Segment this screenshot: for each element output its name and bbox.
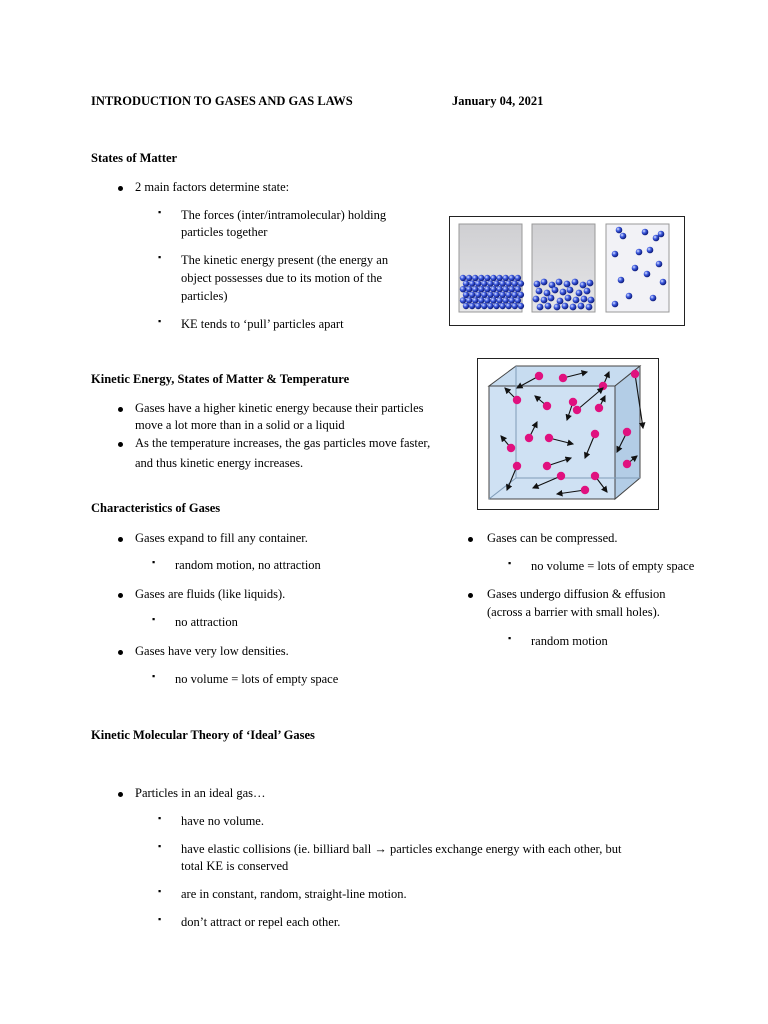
gas-particle (545, 434, 553, 442)
bullet-square: ▪ (158, 252, 162, 262)
particle (481, 280, 487, 286)
chars-left-1-main: Gases expand to fill any container. (135, 531, 308, 545)
particle (466, 297, 472, 303)
particle (506, 280, 512, 286)
bullet-dot (118, 650, 123, 655)
kmt-main: Particles in an ideal gas… (135, 786, 266, 800)
particle (463, 292, 469, 298)
states-sub-2-line-2: object possesses due to its motion of the (181, 271, 383, 285)
particle (572, 279, 579, 286)
particle (587, 280, 594, 287)
particle (658, 231, 665, 238)
chars-right-2-sub: random motion (531, 634, 608, 648)
particle (509, 275, 515, 281)
gas-particle (573, 406, 581, 414)
particle (552, 287, 559, 294)
particle (478, 297, 484, 303)
kmt-sub-2-line-1: have elastic collisions (ie. billiard ball → particles exchange energy with each other, but (181, 842, 622, 856)
bullet-square: ▪ (158, 316, 162, 326)
ke-bullet-2-line-2: and thus kinetic energy increases. (135, 456, 304, 470)
gas-particle (581, 486, 589, 494)
particle (570, 304, 577, 311)
bullet-square: ▪ (158, 914, 162, 924)
states-sub-2-line-3: particles) (181, 289, 228, 303)
particle (578, 303, 585, 310)
particle (469, 292, 475, 298)
particle (534, 281, 541, 288)
bullet-square: ▪ (152, 557, 156, 567)
gas-particle (535, 372, 543, 380)
particle (647, 247, 654, 254)
gas-particle (559, 374, 567, 382)
particle (556, 279, 563, 286)
particle (469, 303, 475, 309)
bullet-dot (118, 792, 123, 797)
particle (636, 249, 643, 256)
bullet-dot (468, 593, 473, 598)
particle (496, 297, 502, 303)
particle (515, 297, 521, 303)
particle (573, 297, 580, 304)
chars-right-2-main-line-2: (across a barrier with small holes). (487, 605, 660, 619)
particle (518, 303, 524, 309)
particle (536, 288, 543, 295)
chars-left-3-sub: no volume = lots of empty space (175, 672, 339, 686)
bullet-square: ▪ (158, 813, 162, 823)
particle (475, 292, 481, 298)
particle (487, 303, 493, 309)
ke-bullet-1-line-2: move a lot more than in a solid or a liquid (135, 418, 345, 432)
particle (576, 290, 583, 297)
particle (481, 292, 487, 298)
particle (478, 286, 484, 292)
particle (616, 227, 623, 234)
gas-particle (513, 462, 521, 470)
particle (509, 297, 515, 303)
chars-left-2-main: Gases are fluids (like liquids). (135, 587, 286, 601)
particle (460, 297, 466, 303)
particle (541, 279, 548, 286)
bullet-dot (118, 442, 123, 447)
particle (533, 296, 540, 303)
gas-particle (507, 444, 515, 452)
particle (490, 297, 496, 303)
particle (484, 286, 490, 292)
gas-particle (513, 396, 521, 404)
particle (472, 286, 478, 292)
particle (466, 275, 472, 281)
particle (487, 292, 493, 298)
bullet-square: ▪ (158, 207, 162, 217)
gas-particle (569, 398, 577, 406)
particle (626, 293, 633, 300)
particle (506, 303, 512, 309)
kmt-sub-2-line-2: total KE is conserved (181, 859, 289, 873)
particle (537, 304, 544, 311)
particle (481, 303, 487, 309)
particle (632, 265, 639, 272)
particle (560, 289, 567, 296)
ke-heading: Kinetic Energy, States of Matter & Temperature (91, 372, 350, 386)
gas-particle (623, 428, 631, 436)
particle (484, 297, 490, 303)
particle (512, 280, 518, 286)
gas-particle (543, 462, 551, 470)
particle (478, 275, 484, 281)
states-sub-2-line-1: The kinetic energy present (the energy an (181, 253, 389, 267)
particle (644, 271, 651, 278)
particle (499, 303, 505, 309)
states-sub-1-line-1: The forces (inter/intramolecular) holding (181, 208, 387, 222)
particle (518, 280, 524, 286)
states-sub-3-line-1: KE tends to ‘pull’ particles apart (181, 317, 344, 331)
particle (472, 297, 478, 303)
chars-left-2-sub: no attraction (175, 615, 238, 629)
gas-particle (631, 370, 639, 378)
chars-left-1-sub: random motion, no attraction (175, 558, 321, 572)
gas-particle (591, 472, 599, 480)
kmt-heading: Kinetic Molecular Theory of ‘Ideal’ Gases (91, 728, 315, 742)
particle (620, 233, 627, 240)
particle (463, 303, 469, 309)
particle (484, 275, 490, 281)
ke-bullet-1-line-1: Gases have a higher kinetic energy because their particles (135, 401, 424, 415)
particle (567, 287, 574, 294)
particle (618, 277, 625, 284)
bullet-dot (468, 537, 473, 542)
gas-particle (525, 434, 533, 442)
particle (503, 286, 509, 292)
particle (475, 280, 481, 286)
chars-right-2-main-line-1: Gases undergo diffusion & effusion (487, 587, 666, 601)
particle (650, 295, 657, 302)
particle (581, 296, 588, 303)
bullet-dot (118, 593, 123, 598)
particle (660, 279, 667, 286)
particle (493, 292, 499, 298)
kmt-sub-4: don’t attract or repel each other. (181, 915, 341, 929)
particle (503, 275, 509, 281)
particle (548, 295, 555, 302)
gas-particle (595, 404, 603, 412)
document-date: January 04, 2021 (452, 94, 544, 108)
particle (493, 303, 499, 309)
particle (496, 275, 502, 281)
particle (584, 288, 591, 295)
particle (460, 286, 466, 292)
particle (512, 292, 518, 298)
bullet-square: ▪ (152, 614, 156, 624)
particle (460, 275, 466, 281)
bullet-square: ▪ (158, 841, 162, 851)
gas-particle (591, 430, 599, 438)
bullet-square: ▪ (508, 633, 512, 643)
particle (612, 251, 619, 258)
states-main-text: 2 main factors determine state: (135, 180, 290, 194)
particle (656, 261, 663, 268)
kmt-sub-1: have no volume. (181, 814, 264, 828)
gas-box-figure (477, 358, 659, 510)
chars-right-1-main: Gases can be compressed. (487, 531, 618, 545)
bullet-square: ▪ (508, 558, 512, 568)
particle (562, 303, 569, 310)
bullet-dot (118, 537, 123, 542)
particle (509, 286, 515, 292)
particle (557, 298, 564, 305)
gas-particle (543, 402, 551, 410)
particle (612, 301, 619, 308)
gas-particle (557, 472, 565, 480)
particle (463, 280, 469, 286)
particle (496, 286, 502, 292)
particle (493, 280, 499, 286)
bullet-dot (118, 186, 123, 191)
states-heading: States of Matter (91, 151, 178, 165)
particle (588, 297, 595, 304)
document-title: INTRODUCTION TO GASES AND GAS LAWS (91, 94, 353, 108)
particle (469, 280, 475, 286)
particle (564, 281, 571, 288)
chars-heading: Characteristics of Gases (91, 501, 221, 515)
particle (586, 304, 593, 311)
particle (503, 297, 509, 303)
particle (565, 295, 572, 302)
particle (554, 304, 561, 311)
gas-particle (623, 460, 631, 468)
states-of-matter-figure (449, 216, 685, 326)
particle (499, 280, 505, 286)
chars-left-3-main: Gases have very low densities. (135, 644, 289, 658)
bullet-dot (118, 407, 123, 412)
bullet-square: ▪ (158, 886, 162, 896)
chars-right-1-sub: no volume = lots of empty space (531, 559, 695, 573)
particle (506, 292, 512, 298)
particle (475, 303, 481, 309)
particle (515, 275, 521, 281)
particle (512, 303, 518, 309)
particle (472, 275, 478, 281)
kmt-sub-3: are in constant, random, straight-line motion. (181, 887, 407, 901)
particle (490, 275, 496, 281)
particle (541, 297, 548, 304)
particle (642, 229, 649, 236)
gas-particle (599, 382, 607, 390)
particle (545, 303, 552, 310)
particle (499, 292, 505, 298)
particle (580, 282, 587, 289)
particle (518, 292, 524, 298)
particle (515, 286, 521, 292)
bullet-square: ▪ (152, 671, 156, 681)
particle (466, 286, 472, 292)
states-sub-1-line-2: particles together (181, 225, 268, 239)
particle (487, 280, 493, 286)
particle (490, 286, 496, 292)
ke-bullet-2-line-1: As the temperature increases, the gas particles move faster, (135, 436, 431, 450)
